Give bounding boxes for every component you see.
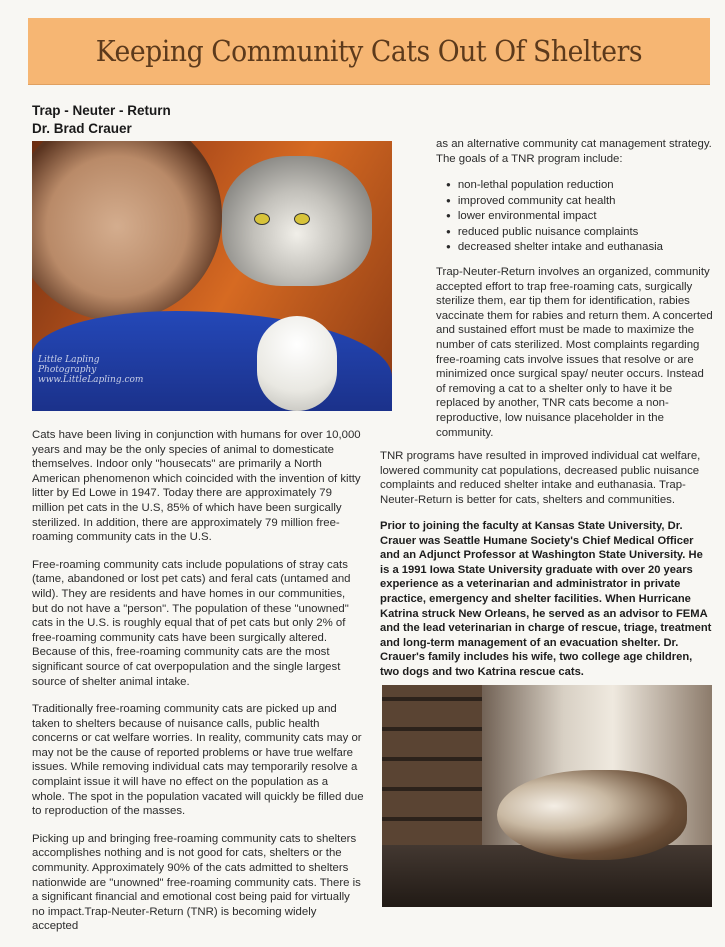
paragraph: Cats have been living in conjunction with humans for over 10,000 years and may be the only species of animal to domesticate themselves. Indoor only "housecats" are primarily a North American phenomenon which coincided with the invention of kitty litter by Ed Lowe in 1947. Today there are approximately 79 million pet cats in the U.S, 85% of which have been surgically sterilized. In addition, there are approximately 79 million free-roaming community cats in the U.S. xyxy=(32,429,361,544)
title-banner xyxy=(28,18,710,85)
byline xyxy=(32,102,171,138)
page-title: Keeping Community Cats Out Of Shelters xyxy=(95,34,643,68)
author-name: Dr. Brad Crauer xyxy=(32,121,132,136)
long-haired-cat-photo xyxy=(382,685,712,907)
tnr-paragraph: Trap-Neuter-Return involves an organized, community accepted effort to trap free-roaming cats, surgically sterilize them, ear tip them for identification, rabies vaccinate them for rabies and return them. A concerted and sustained effort must be made to maximize the number of cats sterilized. Most complaints regarding free-roaming cats involve issues that resolve or are minimized once surgical spay/ neuter occurs. Instead of removing a cat to a shelter only to have it be replaced by another, TNR cats become a non-reproductive, low nuisance placeholder in the community. xyxy=(436,266,713,439)
goals-list xyxy=(436,178,663,256)
author-bio: Prior to joining the faculty at Kansas State University, Dr. Crauer was Seattle Humane Society's Chief Medical Officer and an Adjunct Professor at Washington State University. He is a 1991 Iowa State University graduate with over 20 years experience as a veterinarian and administrator in private practice, emergency and shelter facilities. When Hurricane Katrina struck New Orleans, he served as an advisor to FEMA and the lead veterinarian in charge of rescue, triage, treatment and long-term management of an evacuation shelter. Dr. Crauer's family includes his wife, two college age children, two dogs and two Katrina rescue cats. xyxy=(380,520,712,678)
tnr-results-paragraph: TNR programs have resulted in improved individual cat welfare, lowered community cat populations, decreased public nuisance complaints and reduced shelter intake and euthanasia. Trap-Neuter-Return is better for cats, shelters and communities. xyxy=(380,450,701,506)
list-item: ● non-lethal population reduction xyxy=(446,178,663,194)
photo-watermark: Little Lapling Photography www.LittleLapling.com xyxy=(38,355,144,385)
list-item: ● decreased shelter intake and euthanasia xyxy=(446,240,663,256)
paragraph: Traditionally free-roaming community cats are picked up and taken to shelters because of nuisance calls, public health concerns or cat welfare worries. In reality, community cats may or may not be the cause of reported problems or have true welfare issues. While removing individual cats may temporarily resolve a complaint issue it will have no effect on the population as a whole. The spot in the population vacated will quickly be filled due to reproduction of the masses. xyxy=(32,703,364,818)
list-item: ● reduced public nuisance complaints xyxy=(446,225,663,241)
article-subtitle: Trap - Neuter - Return xyxy=(32,103,171,118)
paragraph: Free-roaming community cats include populations of stray cats (tame, abandoned or lost pet cats) and feral cats (untamed and wild). They are residents and have homes in our communities, but do not have a "person". The population of these "unowned" cats in the U.S. is roughly equal that of pet cats but only 2% of free-roaming community cats have been surgically altered. Because of this, free-roaming community cats are the most significant source of cat overpopulation and the single largest source of shelter animal intake. xyxy=(32,558,351,688)
paragraph: Picking up and bringing free-roaming community cats to shelters accomplishes nothing and is not good for cats, shelters or the community. Approximately 90% of the cats admitted to shelters nationwide are "unowned" free-roaming community cats. There is a significant financial and emotional cost being paid for virtually no impact.Trap-Neuter-Return (TNR) is becoming widely accepted xyxy=(32,832,361,933)
left-column xyxy=(32,428,364,947)
list-item: ● improved community cat health xyxy=(446,194,663,210)
list-item: ● lower environmental impact xyxy=(446,209,663,225)
woman-holding-cat-photo xyxy=(32,141,392,411)
right-intro: as an alternative community cat management strategy. The goals of a TNR program include: xyxy=(436,138,712,165)
